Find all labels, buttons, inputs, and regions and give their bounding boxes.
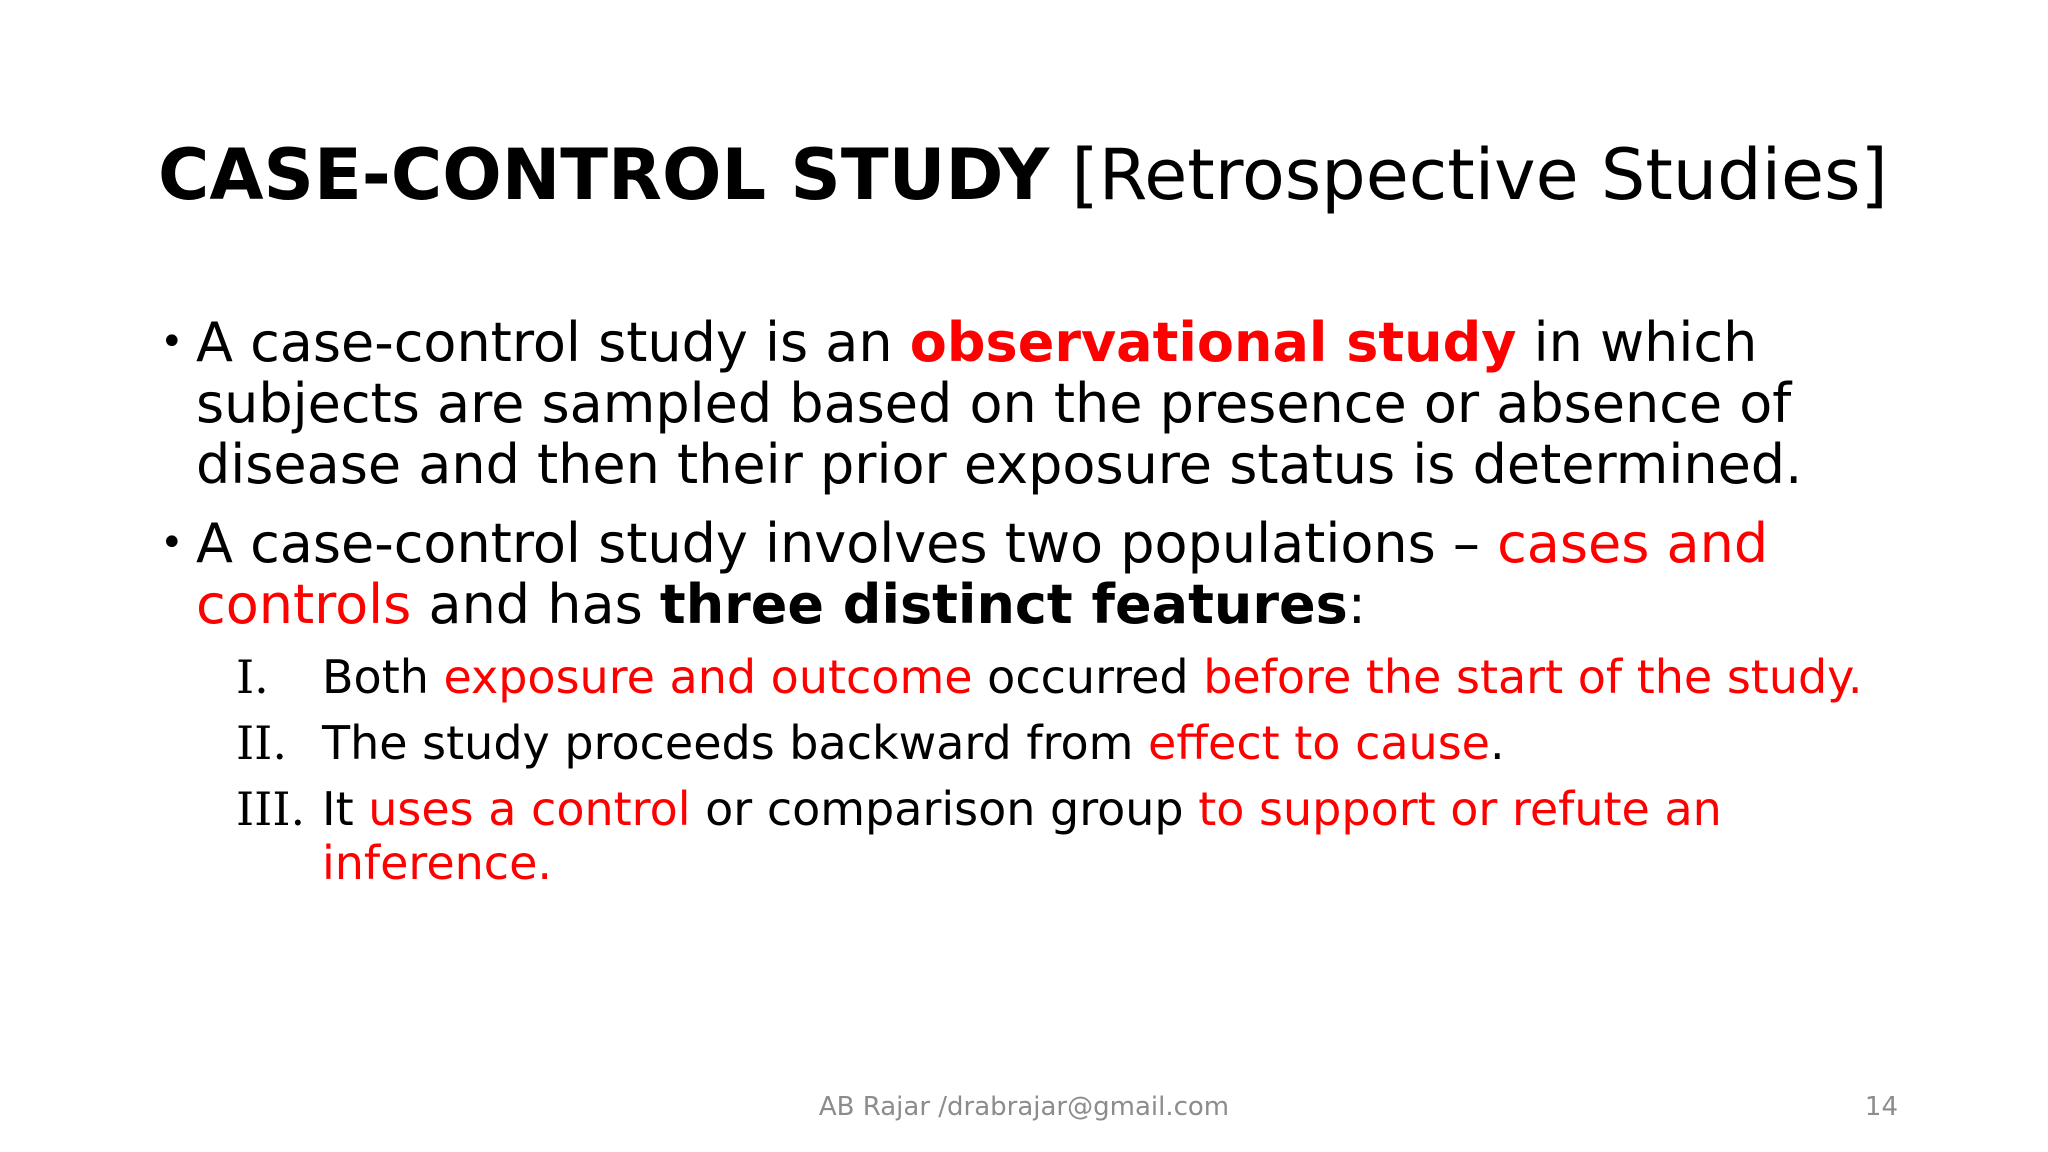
feature-number: III. (236, 782, 306, 836)
feature-item-3 (236, 782, 1916, 890)
feature-highlight: uses a control (368, 782, 691, 836)
feature-highlight: before the start of the study. (1203, 650, 1863, 704)
bullet-text: in which subjects are sampled based on the presence or absence of disease and then their prior exposure status is determined. (196, 311, 1803, 496)
bullet-item-definition (158, 312, 1918, 495)
bullet-text: and has (411, 573, 660, 636)
bullet-highlight: observational study (909, 311, 1517, 374)
feature-text: or comparison group (690, 782, 1199, 836)
feature-number: II. (236, 716, 287, 770)
bullet-item-populations (158, 513, 1918, 635)
feature-item-2 (236, 716, 1916, 770)
bullet-text: A case-control study is an (196, 311, 910, 374)
bullet-marker: • (160, 520, 184, 566)
feature-highlight: effect to cause (1148, 716, 1490, 770)
feature-text: . (1489, 716, 1505, 770)
feature-number: I. (236, 650, 269, 704)
bullet-list (158, 312, 1918, 653)
feature-list (236, 650, 1916, 902)
bullet-text: : (1347, 573, 1366, 636)
title-regular: [Retrospective Studies] (1071, 134, 1888, 216)
bullet-highlight: cases and controls (196, 512, 1769, 636)
footer-author: AB Rajar /drabrajar@gmail.com (818, 1092, 1230, 1122)
feature-text: The study proceeds backward from (322, 716, 1149, 770)
feature-highlight: exposure and outcome (443, 650, 973, 704)
feature-text: occurred (972, 650, 1204, 704)
bullet-text: A case-control study involves two populations – (196, 512, 1498, 575)
feature-text: It (322, 782, 369, 836)
feature-text: Both (322, 650, 444, 704)
slide-title (158, 130, 2018, 220)
bullet-marker: • (160, 319, 184, 365)
bullet-emphasis: three distinct features (659, 573, 1348, 636)
page-number: 14 (1864, 1092, 1898, 1122)
feature-item-1 (236, 650, 1916, 704)
title-bold: CASE-CONTROL STUDY (158, 134, 1050, 216)
feature-highlight: to support or refute an inference. (322, 782, 1722, 890)
